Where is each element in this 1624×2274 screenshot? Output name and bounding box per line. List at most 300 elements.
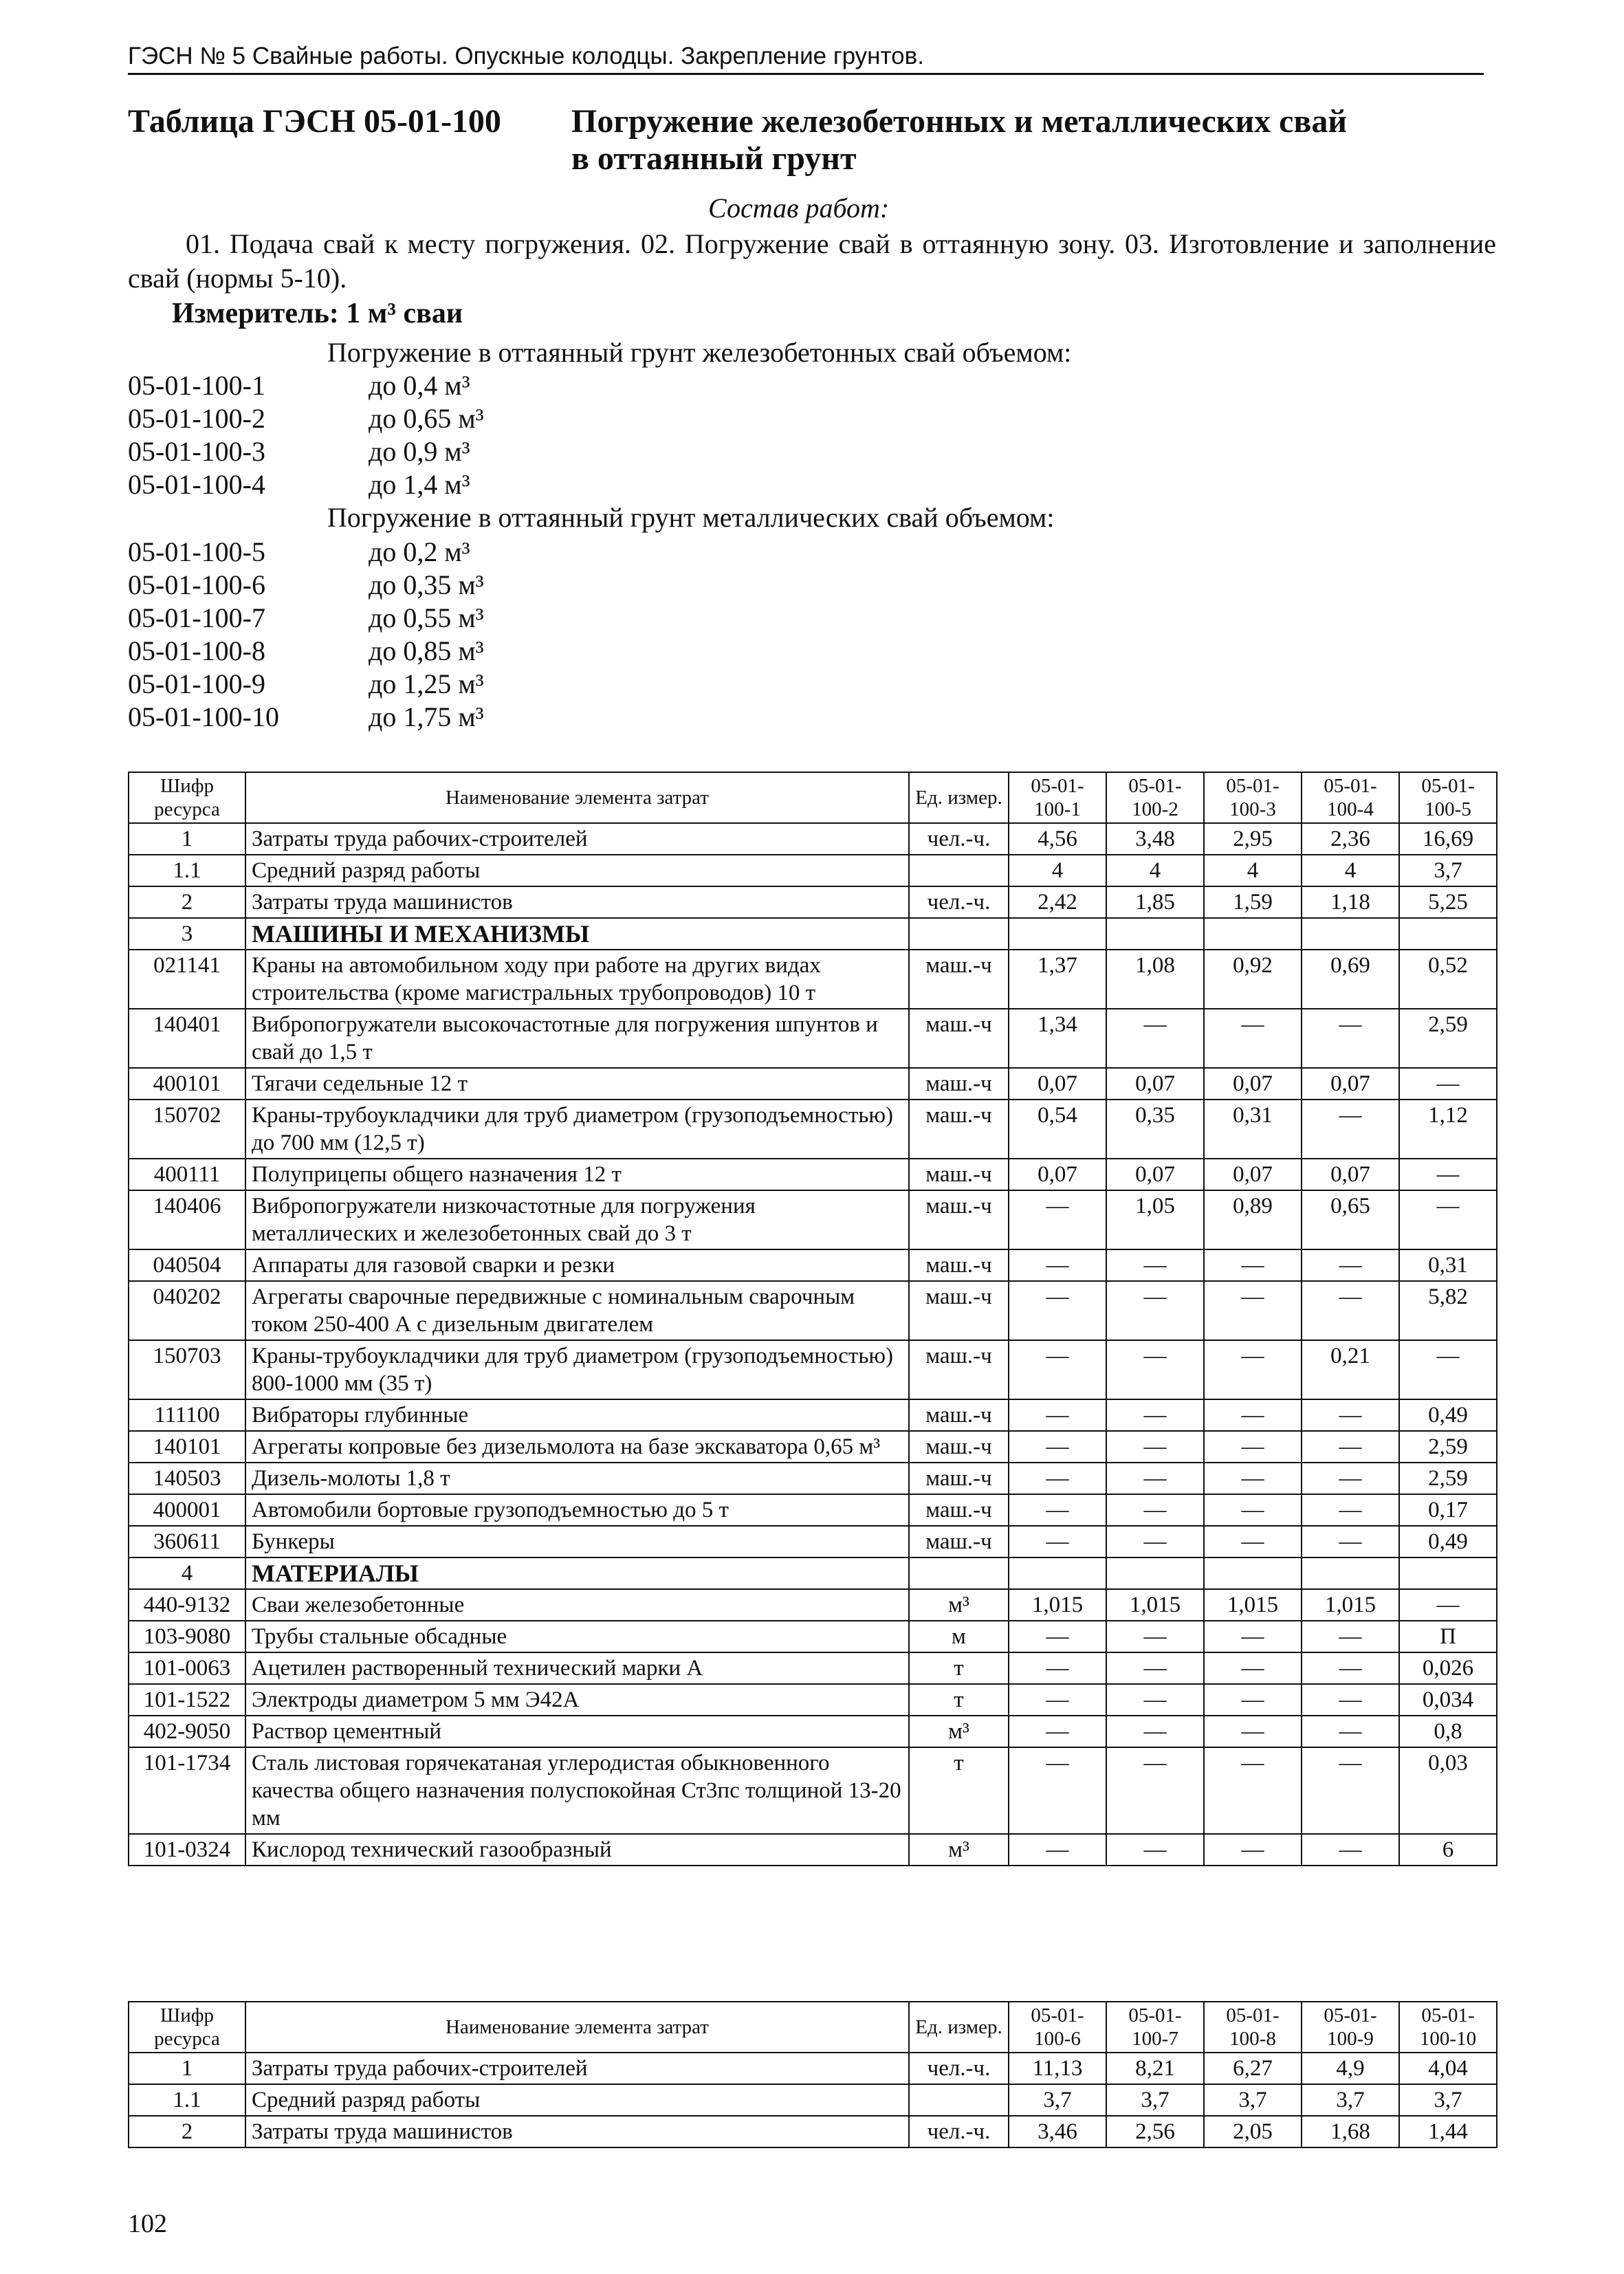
norm-value-cell: 0,17: [1399, 1494, 1497, 1526]
norm-value-cell: —: [1009, 1716, 1106, 1747]
unit-cell: [909, 918, 1009, 950]
unit-cell: [909, 855, 1009, 886]
norm-value-cell: 0,07: [1106, 1068, 1204, 1100]
variant-code: 05-01-100-5: [128, 536, 265, 567]
norm-value-cell: —: [1106, 1526, 1204, 1557]
table-title-block: [128, 103, 1496, 179]
unit-cell: маш.-ч: [909, 1159, 1009, 1190]
cost-element-name-cell: Средний разряд работы: [245, 2084, 909, 2116]
variant-volume: до 1,4 м³: [369, 469, 470, 500]
variant-item: [128, 668, 609, 701]
variant-code: 05-01-100-6: [128, 569, 265, 600]
norm-value-cell: 2,59: [1399, 1431, 1497, 1463]
unit-cell: маш.-ч: [909, 1494, 1009, 1526]
norm-value-cell: —: [1009, 1190, 1106, 1249]
norm-value-cell: —: [1106, 1249, 1204, 1281]
norm-value-cell: —: [1204, 1834, 1302, 1866]
norm-value-cell: —: [1106, 1834, 1204, 1866]
norm-value-cell: 3,46: [1009, 2116, 1106, 2147]
table-row: [129, 1834, 1497, 1866]
norm-value-cell: 2,56: [1106, 2116, 1204, 2147]
cost-element-name-cell: Бункеры: [245, 1526, 909, 1557]
norm-value-cell: —: [1009, 1340, 1106, 1399]
variant-code: 05-01-100-2: [128, 403, 265, 434]
norm-value-cell: —: [1302, 1494, 1399, 1526]
unit-cell: маш.-ч: [909, 1100, 1009, 1159]
resource-code-cell: 040504: [129, 1249, 245, 1281]
norm-value-cell: —: [1302, 1281, 1399, 1340]
cost-element-name-cell: Ацетилен растворенный технический марки А: [245, 1652, 909, 1684]
norm-value-cell: 0,026: [1399, 1652, 1497, 1684]
unit-cell: м: [909, 1621, 1009, 1652]
norm-value-cell: —: [1009, 1281, 1106, 1340]
header-variant-column: 05-01-100-10: [1399, 2002, 1497, 2053]
variant-item: [128, 701, 609, 734]
norm-value-cell: —: [1009, 1834, 1106, 1866]
norm-value-cell: 8,21: [1106, 2053, 1204, 2084]
resource-code-cell: 140406: [129, 1190, 245, 1249]
norm-value-cell: —: [1302, 1009, 1399, 1068]
variant-volume: до 0,35 м³: [369, 569, 484, 600]
norm-value-cell: —: [1009, 1652, 1106, 1684]
page-number: 102: [128, 2209, 167, 2238]
norm-value-cell: —: [1204, 1494, 1302, 1526]
unit-cell: чел.-ч.: [909, 886, 1009, 918]
resource-code-cell: 360611: [129, 1526, 245, 1557]
table-title-line-2: в оттаянный грунт: [571, 140, 857, 177]
table-row: [129, 950, 1497, 1009]
variant-item: [128, 469, 609, 502]
norm-value-cell: 2,05: [1204, 2116, 1302, 2147]
norm-value-cell: 0,31: [1399, 1249, 1497, 1281]
norm-value-cell: 5,82: [1399, 1281, 1497, 1340]
resource-table-2: [128, 2001, 1497, 2148]
resource-code-cell: 3: [129, 918, 245, 950]
norm-value-cell: —: [1399, 1340, 1497, 1399]
norm-value-cell: 4: [1106, 855, 1204, 886]
table-row: [129, 1684, 1497, 1716]
norm-value-cell: 3,7: [1106, 2084, 1204, 2116]
unit-cell: маш.-ч: [909, 1190, 1009, 1249]
norm-value-cell: —: [1302, 1463, 1399, 1494]
cost-element-name-cell: Автомобили бортовые грузоподъемностью до 5 т: [245, 1494, 909, 1526]
table-row: [129, 1494, 1497, 1526]
cost-element-name-cell: Затраты труда рабочих-строителей: [245, 2053, 909, 2084]
norm-value-cell: 1,37: [1009, 950, 1106, 1009]
table-row: [129, 1159, 1497, 1190]
variant-item: [128, 403, 609, 436]
unit-cell: м³: [909, 1716, 1009, 1747]
norm-value-cell: —: [1106, 1747, 1204, 1834]
norm-value-cell: —: [1009, 1526, 1106, 1557]
resource-code-cell: 2: [129, 886, 245, 918]
cost-element-name-cell: Аппараты для газовой сварки и резки: [245, 1249, 909, 1281]
norm-value-cell: 1,08: [1106, 950, 1204, 1009]
resource-code-cell: 1: [129, 823, 245, 855]
norm-value-cell: —: [1204, 1716, 1302, 1747]
table-header-row: [129, 772, 1497, 823]
norm-value-cell: —: [1106, 1684, 1204, 1716]
norm-value-cell: 1,85: [1106, 886, 1204, 918]
norm-value-cell: 0,92: [1204, 950, 1302, 1009]
table-row: [129, 1589, 1497, 1621]
resource-code-cell: 140101: [129, 1431, 245, 1463]
norm-value-cell: —: [1204, 1684, 1302, 1716]
table-row: [129, 1100, 1497, 1159]
variant-code: 05-01-100-8: [128, 635, 265, 666]
norm-value-cell: [1204, 1557, 1302, 1589]
header-variant-column: 05-01-100-8: [1204, 2002, 1302, 2053]
variant-volume: до 1,25 м³: [369, 668, 484, 699]
norm-value-cell: 0,8: [1399, 1716, 1497, 1747]
unit-cell: т: [909, 1747, 1009, 1834]
norm-value-cell: 1,015: [1204, 1589, 1302, 1621]
variant-volume: до 0,85 м³: [369, 635, 484, 666]
cost-element-name-cell: Вибраторы глубинные: [245, 1399, 909, 1431]
norm-value-cell: —: [1399, 1589, 1497, 1621]
norm-value-cell: 3,7: [1204, 2084, 1302, 2116]
norm-value-cell: —: [1009, 1249, 1106, 1281]
header-variant-column: 05-01-100-2: [1106, 772, 1204, 823]
table-row: [129, 823, 1497, 855]
norm-value-cell: 11,13: [1009, 2053, 1106, 2084]
cost-element-name-cell: Агрегаты сварочные передвижные с номинальным сварочным током 250-400 А с дизельным двигателем: [245, 1281, 909, 1340]
cost-element-name-cell: Сваи железобетонные: [245, 1589, 909, 1621]
norm-value-cell: 0,89: [1204, 1190, 1302, 1249]
running-head: ГЭСН № 5 Свайные работы. Опускные колодцы. Закрепление грунтов.: [128, 43, 1484, 75]
unit-cell: маш.-ч: [909, 1399, 1009, 1431]
norm-value-cell: 0,54: [1009, 1100, 1106, 1159]
unit-cell: чел.-ч.: [909, 2053, 1009, 2084]
unit-cell: м³: [909, 1834, 1009, 1866]
resource-code-cell: 400101: [129, 1068, 245, 1100]
norm-value-cell: —: [1106, 1399, 1204, 1431]
header-variant-column: 05-01-100-7: [1106, 2002, 1204, 2053]
norm-value-cell: 3,48: [1106, 823, 1204, 855]
header-variant-column: 05-01-100-1: [1009, 772, 1106, 823]
header-variant-column: 05-01-100-4: [1302, 772, 1399, 823]
cost-element-name-cell: МАШИНЫ И МЕХАНИЗМЫ: [245, 918, 909, 950]
norm-value-cell: 0,03: [1399, 1747, 1497, 1834]
resource-code-cell: 101-0324: [129, 1834, 245, 1866]
norm-value-cell: 1,18: [1302, 886, 1399, 918]
norm-value-cell: —: [1204, 1281, 1302, 1340]
cost-element-name-cell: Тягачи седельные 12 т: [245, 1068, 909, 1100]
table-number: Таблица ГЭСН 05-01-100: [128, 103, 501, 140]
cost-element-name-cell: Краны на автомобильном ходу при работе на других видах строительства (кроме магистральных трубопроводов) 10 т: [245, 950, 909, 1009]
cost-element-name-cell: Вибропогружатели высокочастотные для погружения шпунтов и свай до 1,5 т: [245, 1009, 909, 1068]
unit-cell: чел.-ч.: [909, 2116, 1009, 2147]
cost-element-name-cell: Кислород технический газообразный: [245, 1834, 909, 1866]
resource-code-cell: 150702: [129, 1100, 245, 1159]
unit-cell: чел.-ч.: [909, 823, 1009, 855]
norm-value-cell: —: [1204, 1249, 1302, 1281]
variant-volume: до 0,9 м³: [369, 436, 470, 467]
table-header-row: [129, 2002, 1497, 2053]
resource-code-cell: 103-9080: [129, 1621, 245, 1652]
norm-value-cell: 0,35: [1106, 1100, 1204, 1159]
norm-value-cell: 0,49: [1399, 1399, 1497, 1431]
resource-code-cell: 101-1522: [129, 1684, 245, 1716]
norm-value-cell: 1,015: [1302, 1589, 1399, 1621]
table-row: [129, 1190, 1497, 1249]
norm-value-cell: 0,69: [1302, 950, 1399, 1009]
norm-value-cell: —: [1009, 1747, 1106, 1834]
norm-value-cell: —: [1009, 1399, 1106, 1431]
norm-value-cell: 3,7: [1399, 2084, 1497, 2116]
table-row: [129, 1340, 1497, 1399]
cost-element-name-cell: Краны-трубоукладчики для труб диаметром (грузоподъемностью) 800-1000 мм (35 т): [245, 1340, 909, 1399]
table-row: [129, 1747, 1497, 1834]
norm-value-cell: [1302, 1557, 1399, 1589]
norm-value-cell: 0,07: [1204, 1159, 1302, 1190]
resource-code-cell: 150703: [129, 1340, 245, 1399]
norm-value-cell: 3,7: [1399, 855, 1497, 886]
norm-value-cell: —: [1009, 1463, 1106, 1494]
unit-cell: м³: [909, 1589, 1009, 1621]
norm-value-cell: —: [1204, 1526, 1302, 1557]
resource-code-cell: 040202: [129, 1281, 245, 1340]
norm-value-cell: —: [1302, 1834, 1399, 1866]
norm-value-cell: 1,015: [1106, 1589, 1204, 1621]
cost-element-name-cell: Краны-трубоукладчики для труб диаметром (грузоподъемностью) до 700 мм (12,5 т): [245, 1100, 909, 1159]
cost-element-name-cell: МАТЕРИАЛЫ: [245, 1557, 909, 1589]
resource-code-cell: 111100: [129, 1399, 245, 1431]
unit-cell: т: [909, 1684, 1009, 1716]
cost-element-name-cell: Полуприцепы общего назначения 12 т: [245, 1159, 909, 1190]
unit-cell: маш.-ч: [909, 1068, 1009, 1100]
norm-value-cell: —: [1302, 1621, 1399, 1652]
table-row: [129, 1249, 1497, 1281]
variant-volume: до 0,2 м³: [369, 536, 470, 567]
norm-value-cell: —: [1106, 1716, 1204, 1747]
norm-value-cell: 0,07: [1302, 1068, 1399, 1100]
header-variant-column: 05-01-100-5: [1399, 772, 1497, 823]
table-row: [129, 2053, 1497, 2084]
variant-item: [128, 536, 609, 569]
resource-code-cell: 1.1: [129, 855, 245, 886]
unit-cell: т: [909, 1652, 1009, 1684]
table-row: [129, 886, 1497, 918]
norm-value-cell: —: [1302, 1526, 1399, 1557]
norm-value-cell: 4: [1009, 855, 1106, 886]
table-row: [129, 2116, 1497, 2147]
header-variant-column: 05-01-100-3: [1204, 772, 1302, 823]
resource-code-cell: 021141: [129, 950, 245, 1009]
cost-element-name-cell: Затраты труда рабочих-строителей: [245, 823, 909, 855]
norm-value-cell: 0,07: [1009, 1068, 1106, 1100]
header-variant-column: 05-01-100-6: [1009, 2002, 1106, 2053]
norm-value-cell: —: [1399, 1068, 1497, 1100]
norm-value-cell: —: [1302, 1684, 1399, 1716]
norm-value-cell: 2,95: [1204, 823, 1302, 855]
norm-value-cell: —: [1106, 1621, 1204, 1652]
norm-value-cell: —: [1009, 1494, 1106, 1526]
table-title: [571, 103, 1465, 177]
table-row: [129, 1621, 1497, 1652]
variant-code: 05-01-100-7: [128, 602, 265, 633]
norm-value-cell: 3,7: [1009, 2084, 1106, 2116]
work-composition-heading: Состав работ:: [708, 193, 890, 223]
cost-element-name-cell: Вибропогружатели низкочастотные для погружения металлических и железобетонных свай до 3 т: [245, 1190, 909, 1249]
variant-item: [128, 602, 609, 635]
norm-value-cell: —: [1204, 1340, 1302, 1399]
norm-value-cell: —: [1106, 1009, 1204, 1068]
norm-value-cell: 0,65: [1302, 1190, 1399, 1249]
cost-element-name-cell: Раствор цементный: [245, 1716, 909, 1747]
header-unit: Ед. измер.: [909, 772, 1009, 823]
norm-value-cell: 0,52: [1399, 950, 1497, 1009]
norm-value-cell: 1,68: [1302, 2116, 1399, 2147]
unit-cell: маш.-ч: [909, 1009, 1009, 1068]
norm-value-cell: —: [1302, 1100, 1399, 1159]
norm-value-cell: 6,27: [1204, 2053, 1302, 2084]
cost-element-name-cell: Агрегаты копровые без дизельмолота на базе экскаватора 0,65 м³: [245, 1431, 909, 1463]
norm-value-cell: —: [1302, 1747, 1399, 1834]
norm-value-cell: 0,07: [1009, 1159, 1106, 1190]
norm-value-cell: —: [1106, 1652, 1204, 1684]
norm-value-cell: —: [1204, 1463, 1302, 1494]
norm-value-cell: 0,49: [1399, 1526, 1497, 1557]
norm-value-cell: —: [1106, 1431, 1204, 1463]
norm-value-cell: 2,42: [1009, 886, 1106, 918]
norm-value-cell: 4: [1302, 855, 1399, 886]
variant-item: [128, 569, 609, 602]
table-row: [129, 1068, 1497, 1100]
norm-value-cell: —: [1106, 1494, 1204, 1526]
norm-value-cell: —: [1399, 1159, 1497, 1190]
norm-value-cell: П: [1399, 1621, 1497, 1652]
norm-value-cell: —: [1399, 1190, 1497, 1249]
unit-cell: [909, 1557, 1009, 1589]
norm-value-cell: —: [1009, 1431, 1106, 1463]
norm-value-cell: 4,9: [1302, 2053, 1399, 2084]
table-title-line-1: Погружение железобетонных и металлических свай: [571, 103, 1347, 140]
unit-cell: маш.-ч: [909, 1340, 1009, 1399]
norm-value-cell: —: [1302, 1716, 1399, 1747]
header-variant-column: 05-01-100-9: [1302, 2002, 1399, 2053]
norm-value-cell: [1009, 1557, 1106, 1589]
cost-element-name-cell: Электроды диаметром 5 мм Э42А: [245, 1684, 909, 1716]
variant-volume: до 0,55 м³: [369, 602, 484, 633]
norm-value-cell: [1009, 918, 1106, 950]
table-row: [129, 1431, 1497, 1463]
norm-value-cell: —: [1106, 1463, 1204, 1494]
resource-code-cell: 1.1: [129, 2084, 245, 2116]
cost-element-name-cell: Сталь листовая горячекатаная углеродистая обыкновенного качества общего назначения полуспокойная Ст3пс толщиной 13-20 мм: [245, 1747, 909, 1834]
norm-value-cell: —: [1302, 1652, 1399, 1684]
unit-cell: маш.-ч: [909, 1249, 1009, 1281]
norm-value-cell: —: [1009, 1684, 1106, 1716]
unit-cell: маш.-ч: [909, 1431, 1009, 1463]
norm-value-cell: —: [1009, 1621, 1106, 1652]
variant-item: [128, 370, 609, 403]
norm-value-cell: —: [1204, 1747, 1302, 1834]
resource-code-cell: 4: [129, 1557, 245, 1589]
norm-value-cell: 4,04: [1399, 2053, 1497, 2084]
variant-volume: до 0,65 м³: [369, 403, 484, 434]
unit-cell: [909, 2084, 1009, 2116]
cost-element-name-cell: Дизель-молоты 1,8 т: [245, 1463, 909, 1494]
norm-value-cell: [1399, 1557, 1497, 1589]
norm-value-cell: 2,36: [1302, 823, 1399, 855]
norm-value-cell: —: [1204, 1621, 1302, 1652]
norm-value-cell: 0,07: [1302, 1159, 1399, 1190]
resource-code-cell: 101-0063: [129, 1652, 245, 1684]
norm-value-cell: [1399, 918, 1497, 950]
norm-value-cell: 4,56: [1009, 823, 1106, 855]
norm-value-cell: [1106, 918, 1204, 950]
unit-of-measure: Измеритель: 1 м³ сваи: [172, 298, 463, 329]
norm-value-cell: 2,59: [1399, 1009, 1497, 1068]
table-row: [129, 1716, 1497, 1747]
table-row: [129, 1463, 1497, 1494]
table-row: [129, 1399, 1497, 1431]
resource-code-cell: 402-9050: [129, 1716, 245, 1747]
variant-code: 05-01-100-10: [128, 701, 279, 732]
resource-code-cell: 1: [129, 2053, 245, 2084]
norm-value-cell: 2,59: [1399, 1463, 1497, 1494]
norm-value-cell: 0,07: [1106, 1159, 1204, 1190]
norm-value-cell: —: [1204, 1652, 1302, 1684]
norm-value-cell: 1,44: [1399, 2116, 1497, 2147]
norm-value-cell: —: [1302, 1399, 1399, 1431]
variant-code: 05-01-100-1: [128, 370, 265, 401]
norm-value-cell: —: [1302, 1249, 1399, 1281]
unit-cell: маш.-ч: [909, 1281, 1009, 1340]
cost-element-name-cell: Трубы стальные обсадные: [245, 1621, 909, 1652]
variant-item: [128, 635, 609, 668]
resource-table-1: [128, 772, 1497, 1866]
norm-value-cell: 0,21: [1302, 1340, 1399, 1399]
resource-code-cell: 140503: [129, 1463, 245, 1494]
cost-element-name-cell: Затраты труда машинистов: [245, 886, 909, 918]
group-heading-concrete: Погружение в оттаянный грунт железобетонных свай объемом:: [327, 337, 1072, 368]
resource-code-cell: 440-9132: [129, 1589, 245, 1621]
table-row: [129, 1652, 1497, 1684]
norm-value-cell: 1,05: [1106, 1190, 1204, 1249]
norm-value-cell: [1204, 918, 1302, 950]
cost-element-name-cell: Средний разряд работы: [245, 855, 909, 886]
table-row: [129, 1009, 1497, 1068]
norm-value-cell: —: [1106, 1340, 1204, 1399]
norm-value-cell: 6: [1399, 1834, 1497, 1866]
resource-code-cell: 400001: [129, 1494, 245, 1526]
norm-value-cell: —: [1204, 1431, 1302, 1463]
resource-code-cell: 140401: [129, 1009, 245, 1068]
norm-value-cell: 3,7: [1302, 2084, 1399, 2116]
norm-value-cell: 5,25: [1399, 886, 1497, 918]
header-unit: Ед. измер.: [909, 2002, 1009, 2053]
norm-value-cell: [1302, 918, 1399, 950]
table-section-row: [129, 1557, 1497, 1589]
header-code: Шифр ресурса: [129, 772, 245, 823]
resource-code-cell: 101-1734: [129, 1747, 245, 1834]
table-row: [129, 2084, 1497, 2116]
variant-code: 05-01-100-9: [128, 668, 265, 699]
norm-value-cell: 0,31: [1204, 1100, 1302, 1159]
norm-value-cell: 1,015: [1009, 1589, 1106, 1621]
table-row: [129, 855, 1497, 886]
norm-value-cell: —: [1302, 1431, 1399, 1463]
table-row: [129, 1526, 1497, 1557]
table-section-row: [129, 918, 1497, 950]
resource-code-cell: 400111: [129, 1159, 245, 1190]
variant-code: 05-01-100-3: [128, 436, 265, 467]
norm-value-cell: —: [1204, 1399, 1302, 1431]
header-name: Наименование элемента затрат: [245, 2002, 909, 2053]
norm-value-cell: 4: [1204, 855, 1302, 886]
